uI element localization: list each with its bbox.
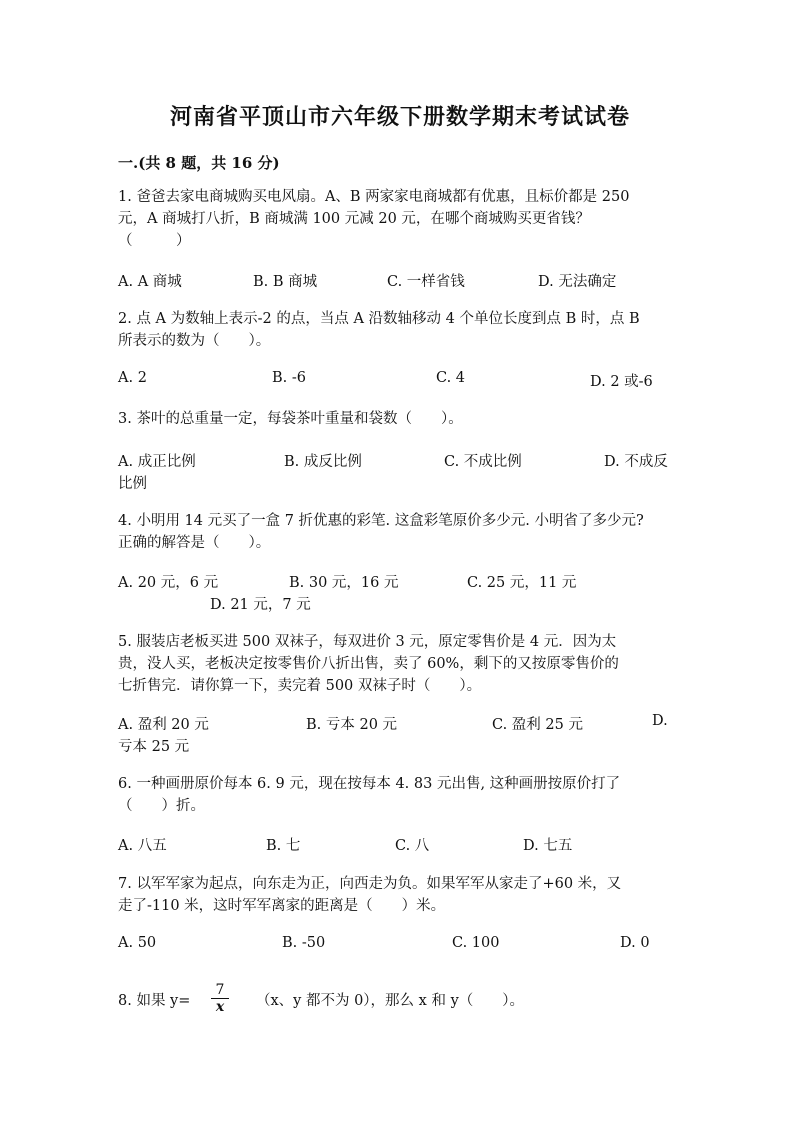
question-8-prefix: 8. 如果 y= [118,993,191,1009]
question-text-line: 6. 一种画册原价每本 6. 9 元，现在按每本 4. 83 元出售, 这种画册按原价打了 [118,776,621,792]
question-3 [118,408,688,430]
question-text-line: 正确的解答是（ ）。 [118,535,271,551]
option-b[interactable]: B. 30 元，16 元 [289,575,399,591]
option-d[interactable]: D. 七五 [523,838,573,854]
question-text-line: 2. 点 A 为数轴上表示-2 的点，当点 A 沿数轴移动 4 个单位长度到点 B 时，点 B [118,311,640,327]
option-b[interactable]: B. -50 [282,935,326,951]
question-text-line: 贵，没人买，老板决定按零售价八折出售，卖了 60%，剩下的又按原零售价的 [118,656,619,672]
question-8-suffix: （x、y 都不为 0），那么 x 和 y（ ）。 [256,993,525,1009]
option-d[interactable]: D. 21 元，7 元 [210,597,311,613]
option-a[interactable]: A. 2 [118,370,147,386]
option-c[interactable]: C. 一样省钱 [387,274,465,290]
question-text-line: 4. 小明用 14 元买了一盒 7 折优惠的彩笔. 这盒彩笔原价多少元. 小明省了多少元? [118,513,644,529]
option-d[interactable]: D. 0 [620,935,650,951]
question-text-line: 3. 茶叶的总重量一定，每袋茶叶重量和袋数（ ）。 [118,411,463,427]
option-c[interactable]: C. 100 [452,935,500,951]
question-5 [118,631,688,697]
option-a[interactable]: A. 20 元，6 元 [118,575,219,591]
option-d[interactable]: D. 无法确定 [538,274,617,290]
option-b[interactable]: B. -6 [272,370,306,386]
page-title: 河南省平顶山市六年级下册数学期末考试试卷 [169,104,630,130]
question-4 [118,510,688,554]
question-1 [118,186,688,252]
option-d-continuation: 比例 [118,476,147,492]
option-a[interactable]: A. 50 [118,935,157,951]
option-a[interactable]: A. 盈利 20 元 [118,717,209,733]
option-d[interactable]: D. [652,713,668,729]
option-a[interactable]: A. 成正比例 [118,454,196,470]
option-d[interactable]: D. 不成反 [604,454,668,470]
option-d[interactable]: D. 2 或-6 [590,374,653,390]
option-c[interactable]: C. 25 元，11 元 [467,575,577,591]
option-a[interactable]: A. A 商城 [118,274,182,290]
question-text-line: 5. 服装店老板买进 500 双袜子，每双进价 3 元，原定零售价是 4 元．因为太 [118,634,617,650]
option-c[interactable]: C. 八 [395,838,430,854]
option-b[interactable]: B. 亏本 20 元 [306,717,398,733]
question-text-line: （ ） [118,233,191,249]
option-d-continuation: 亏本 25 元 [118,739,190,755]
question-text-line: 七折售完．请你算一下，卖完着 500 双袜子时（ ）。 [118,678,482,694]
question-text-line: 7. 以军军家为起点，向东走为正，向西走为负。如果军军从家走了+60 米，又 [118,876,622,892]
question-text-line: 元，A 商城打八折，B 商城满 100 元减 20 元，在哪个商城购买更省钱？ [118,211,590,227]
question-text-line: （ ）折。 [118,798,205,814]
option-b[interactable]: B. 成反比例 [284,454,362,470]
option-c[interactable]: C. 不成比例 [444,454,522,470]
question-6 [118,773,688,817]
question-2 [118,308,688,352]
question-text-line: 所表示的数为（ ）。 [118,333,271,349]
fraction-denominator: x [211,998,229,1015]
option-c[interactable]: C. 盈利 25 元 [492,717,583,733]
question-text-line: 1. 爸爸去家电商城购买电风扇。A、B 两家家电商城都有优惠，且标价都是 250 [118,189,630,205]
section-heading: 一.(共 8 题，共 16 分) [118,154,280,172]
option-b[interactable]: B. B 商城 [253,274,318,290]
option-c[interactable]: C. 4 [436,370,466,386]
question-7 [118,873,688,917]
option-b[interactable]: B. 七 [266,838,301,854]
fraction-numerator: 7 [215,982,225,998]
option-a[interactable]: A. 八五 [118,838,167,854]
question-text-line: 走了-110 米，这时军军离家的距离是（ ）米。 [118,898,446,914]
fraction-seven-over-x [211,982,229,1015]
